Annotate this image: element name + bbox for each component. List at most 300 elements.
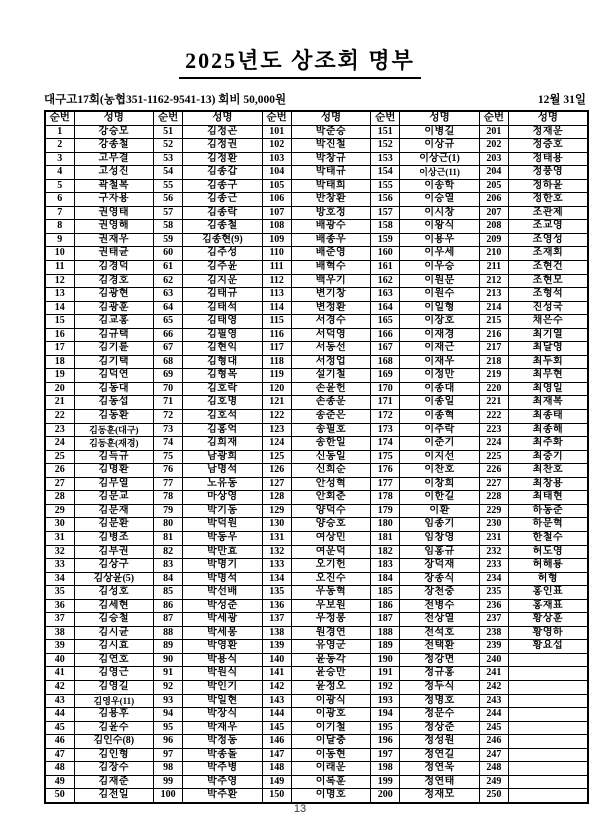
row-number-cell: 13 [45,288,74,302]
member-name-cell: 최주화 [508,437,588,451]
row-number-cell: 23 [45,423,74,437]
member-name-cell [508,680,588,694]
table-row [45,694,588,708]
table-row [45,640,588,654]
row-number-cell: 69 [154,369,183,383]
member-name-cell: 최중기 [508,450,588,464]
row-number-cell: 104 [262,166,291,180]
row-number-cell: 151 [371,125,400,139]
row-number-cell: 53 [154,152,183,166]
member-name-cell: 김호락 [183,382,263,396]
member-name-cell: 김승철 [74,613,154,627]
row-number-cell: 89 [154,640,183,654]
member-name-cell: 임종기 [400,518,480,532]
row-number-cell: 145 [262,721,291,735]
row-number-cell: 119 [262,369,291,383]
row-number-cell: 158 [371,220,400,234]
member-name-cell: 박원식 [183,667,263,681]
member-name-cell: 이우승 [400,261,480,275]
table-row [45,125,588,139]
table-row [45,437,588,451]
row-number-cell: 5 [45,179,74,193]
row-number-cell: 1 [45,125,74,139]
row-number-cell: 64 [154,301,183,315]
table-row [45,139,588,153]
row-number-cell: 228 [479,491,508,505]
row-number-cell: 203 [479,152,508,166]
row-number-cell: 57 [154,206,183,220]
row-number-cell: 223 [479,423,508,437]
member-name-cell: 정태용 [508,152,588,166]
member-name-cell: 이주락 [400,423,480,437]
member-name-cell: 강승모 [74,125,154,139]
row-number-cell: 52 [154,139,183,153]
member-name-cell: 변기창 [291,288,371,302]
table-row [45,477,588,491]
row-number-cell: 207 [479,206,508,220]
member-name-cell [508,762,588,776]
member-name-cell: 박동우 [183,531,263,545]
row-number-cell: 60 [154,247,183,261]
row-number-cell: 41 [45,667,74,681]
row-number-cell: 206 [479,193,508,207]
member-name-cell: 이종일 [400,396,480,410]
member-name-cell: 이창희 [400,477,480,491]
member-name-cell: 김규택 [74,328,154,342]
member-name-cell: 유영군 [291,640,371,654]
member-name-cell: 박태규 [291,166,371,180]
member-name-cell [508,775,588,789]
row-number-cell: 80 [154,518,183,532]
row-number-cell: 241 [479,667,508,681]
member-name-cell: 김동대 [74,382,154,396]
member-name-cell: 송필호 [291,423,371,437]
row-number-cell: 217 [479,342,508,356]
table-row [45,735,588,749]
table-row [45,206,588,220]
table-row [45,328,588,342]
row-number-cell: 214 [479,301,508,315]
row-number-cell: 187 [371,613,400,627]
member-name-cell: 김종철 [183,220,263,234]
member-name-cell: 전상열 [400,613,480,627]
member-name-cell: 최종해 [508,423,588,437]
row-number-cell: 140 [262,653,291,667]
table-row [45,152,588,166]
member-name-cell: 전병수 [400,599,480,613]
member-name-cell: 조형석 [508,288,588,302]
member-name-cell: 최창용 [508,477,588,491]
row-number-cell: 102 [262,139,291,153]
row-number-cell: 181 [371,531,400,545]
row-number-cell: 156 [371,193,400,207]
member-name-cell: 김형대 [183,355,263,369]
table-row [45,504,588,518]
member-name-cell: 정한호 [508,193,588,207]
member-name-cell: 이원문 [400,274,480,288]
row-number-cell: 147 [262,748,291,762]
row-number-cell: 99 [154,775,183,789]
row-number-cell: 250 [479,789,508,803]
row-number-cell: 249 [479,775,508,789]
row-number-cell: 169 [371,369,400,383]
member-name-cell: 이우세 [400,247,480,261]
member-name-cell: 김용후 [74,708,154,722]
row-number-cell: 227 [479,477,508,491]
row-number-cell: 202 [479,139,508,153]
row-number-cell: 238 [479,626,508,640]
member-name-cell: 박장식 [183,708,263,722]
row-number-cell: 157 [371,206,400,220]
table-row [45,369,588,383]
member-name-cell: 이록훈 [291,775,371,789]
member-name-cell: 박명기 [183,559,263,573]
row-number-cell: 81 [154,531,183,545]
member-name-cell: 김인형 [74,748,154,762]
member-name-cell: 서경수 [291,315,371,329]
row-number-cell: 103 [262,152,291,166]
member-name-cell: 정강면 [400,653,480,667]
row-number-cell: 148 [262,762,291,776]
col-header-name: 성명 [508,111,588,125]
member-name-cell: 박주영 [183,775,263,789]
member-name-cell: 이기철 [291,721,371,735]
row-number-cell: 59 [154,233,183,247]
member-name-cell: 김현익 [183,342,263,356]
member-name-cell: 박재우 [183,721,263,735]
member-name-cell: 이재근 [400,342,480,356]
member-name-cell: 박덕원 [183,518,263,532]
member-name-cell: 권태균 [74,247,154,261]
row-number-cell: 133 [262,559,291,573]
member-name-cell: 김동섭 [74,396,154,410]
member-name-cell: 김동훈(재경) [74,437,154,451]
row-number-cell: 55 [154,179,183,193]
member-name-cell [508,694,588,708]
member-name-cell: 송준은 [291,410,371,424]
row-number-cell: 160 [371,247,400,261]
row-number-cell: 134 [262,572,291,586]
member-name-cell: 정재모 [400,789,480,803]
member-name-cell: 이한길 [400,491,480,505]
row-number-cell: 175 [371,450,400,464]
row-number-cell: 78 [154,491,183,505]
row-number-cell: 231 [479,531,508,545]
member-name-cell: 장종식 [400,572,480,586]
member-name-cell: 이지선 [400,450,480,464]
row-number-cell: 237 [479,613,508,627]
col-header-name: 성명 [183,111,263,125]
row-number-cell: 172 [371,410,400,424]
row-number-cell: 54 [154,166,183,180]
row-number-cell: 70 [154,382,183,396]
member-name-cell: 윤동각 [291,653,371,667]
member-name-cell: 이장호 [400,315,480,329]
row-number-cell: 30 [45,518,74,532]
col-header-no: 순번 [154,111,183,125]
row-number-cell: 193 [371,694,400,708]
member-name-cell: 한철수 [508,531,588,545]
member-name-cell: 김종근 [183,193,263,207]
row-number-cell: 168 [371,355,400,369]
row-number-cell: 137 [262,613,291,627]
col-header-no: 순번 [45,111,74,125]
col-header-name: 성명 [74,111,154,125]
row-number-cell: 106 [262,193,291,207]
row-number-cell: 209 [479,233,508,247]
member-name-cell: 김지운 [183,274,263,288]
member-name-cell: 여상민 [291,531,371,545]
member-name-cell: 이승열 [400,193,480,207]
row-number-cell: 195 [371,721,400,735]
member-name-cell: 김정환 [183,152,263,166]
row-number-cell: 24 [45,437,74,451]
member-name-cell: 오진수 [291,572,371,586]
row-number-cell: 183 [371,559,400,573]
member-name-cell: 김경덕 [74,261,154,275]
row-number-cell: 194 [371,708,400,722]
member-name-cell: 홍인표 [508,586,588,600]
member-name-cell: 김종구 [183,179,263,193]
row-number-cell: 233 [479,559,508,573]
member-name-cell: 김부권 [74,545,154,559]
member-name-cell: 장천중 [400,586,480,600]
member-name-cell: 설기철 [291,369,371,383]
member-name-cell: 김시효 [74,640,154,654]
member-name-cell: 김희재 [183,437,263,451]
member-name-cell: 조교영 [508,220,588,234]
member-name-cell: 정증호 [508,139,588,153]
page-title-text: 2025년도 상조회 명부 [179,44,421,79]
member-name-cell: 김태영 [183,315,263,329]
row-number-cell: 56 [154,193,183,207]
member-name-cell: 윤승만 [291,667,371,681]
info-line [44,91,586,107]
member-name-cell: 우정봉 [291,613,371,627]
row-number-cell: 176 [371,464,400,478]
table-row [45,775,588,789]
member-name-cell: 이상규 [400,139,480,153]
member-name-cell: 조재회 [508,247,588,261]
table-row [45,586,588,600]
row-number-cell: 185 [371,586,400,600]
member-name-cell: 김무열 [74,477,154,491]
row-number-cell: 173 [371,423,400,437]
row-number-cell: 96 [154,735,183,749]
member-name-cell [508,735,588,749]
member-name-cell: 신희순 [291,464,371,478]
member-name-cell: 김덕연 [74,369,154,383]
table-row [45,342,588,356]
member-name-cell: 허도영 [508,545,588,559]
row-number-cell: 98 [154,762,183,776]
member-name-cell: 배종우 [291,233,371,247]
member-name-cell: 정문수 [400,708,480,722]
row-number-cell: 199 [371,775,400,789]
row-number-cell: 65 [154,315,183,329]
member-name-cell: 박준승 [291,125,371,139]
row-number-cell: 66 [154,328,183,342]
member-name-cell: 정상준 [400,721,480,735]
row-number-cell: 177 [371,477,400,491]
member-name-cell: 이준기 [400,437,480,451]
member-name-cell: 박영환 [183,640,263,654]
row-number-cell: 79 [154,504,183,518]
row-number-cell: 198 [371,762,400,776]
member-name-cell: 박인기 [183,680,263,694]
row-number-cell: 135 [262,586,291,600]
table-row [45,450,588,464]
row-number-cell: 162 [371,274,400,288]
member-name-cell: 이병길 [400,125,480,139]
row-number-cell: 215 [479,315,508,329]
table-row [45,599,588,613]
table-row [45,423,588,437]
table-row [45,667,588,681]
row-number-cell: 188 [371,626,400,640]
member-name-cell: 전택환 [400,640,480,654]
table-row [45,545,588,559]
member-name-cell: 양승호 [291,518,371,532]
row-number-cell: 234 [479,572,508,586]
row-number-cell: 161 [371,261,400,275]
row-number-cell: 100 [154,789,183,803]
table-row [45,721,588,735]
row-number-cell: 105 [262,179,291,193]
row-number-cell: 32 [45,545,74,559]
member-name-cell: 김동환 [74,410,154,424]
roster-table-body [45,125,588,803]
table-row [45,193,588,207]
row-number-cell: 155 [371,179,400,193]
member-name-cell: 정두식 [400,680,480,694]
row-number-cell: 90 [154,653,183,667]
row-number-cell: 232 [479,545,508,559]
row-number-cell: 111 [262,261,291,275]
member-name-cell: 배혁수 [291,261,371,275]
row-number-cell: 82 [154,545,183,559]
row-number-cell: 122 [262,410,291,424]
member-name-cell: 안성혁 [291,477,371,491]
member-name-cell: 최기열 [508,328,588,342]
member-name-cell: 황상훈 [508,613,588,627]
row-number-cell: 178 [371,491,400,505]
member-name-cell: 김태규 [183,288,263,302]
member-name-cell: 서덕영 [291,328,371,342]
row-number-cell: 159 [371,233,400,247]
member-name-cell: 김연호 [74,653,154,667]
row-number-cell: 196 [371,735,400,749]
row-number-cell: 92 [154,680,183,694]
member-name-cell: 박세봉 [183,626,263,640]
col-header-name: 성명 [400,111,480,125]
row-number-cell: 191 [371,667,400,681]
member-name-cell: 진성국 [508,301,588,315]
member-name-cell: 김병조 [74,531,154,545]
roster-table [44,110,589,804]
row-number-cell: 240 [479,653,508,667]
table-row [45,355,588,369]
member-name-cell: 이송학 [400,179,480,193]
table-row [45,626,588,640]
member-name-cell: 김상윤(5) [74,572,154,586]
member-name-cell: 손윤헌 [291,382,371,396]
row-number-cell: 107 [262,206,291,220]
date-label: 12월 31일 [537,94,586,106]
row-number-cell: 247 [479,748,508,762]
member-name-cell: 서정업 [291,355,371,369]
member-name-cell: 김형목 [183,369,263,383]
member-name-cell: 김영길 [74,680,154,694]
row-number-cell: 15 [45,315,74,329]
row-number-cell: 242 [479,680,508,694]
member-name-cell: 최종태 [508,410,588,424]
member-name-cell: 장덕재 [400,559,480,573]
member-name-cell: 박명석 [183,572,263,586]
member-name-cell: 조관제 [508,206,588,220]
row-number-cell: 149 [262,775,291,789]
row-number-cell: 72 [154,410,183,424]
table-row [45,762,588,776]
member-name-cell: 채은수 [508,315,588,329]
member-name-cell: 홍재표 [508,599,588,613]
member-name-cell: 조현모 [508,274,588,288]
row-number-cell: 243 [479,694,508,708]
member-name-cell: 박정동 [183,735,263,749]
row-number-cell: 212 [479,274,508,288]
member-name-cell: 황영하 [508,626,588,640]
table-row [45,708,588,722]
row-number-cell: 116 [262,328,291,342]
row-number-cell: 68 [154,355,183,369]
member-name-cell: 정연길 [400,748,480,762]
member-name-cell: 정명호 [400,694,480,708]
member-name-cell: 박선배 [183,586,263,600]
row-number-cell: 239 [479,640,508,654]
member-name-cell: 강종철 [74,139,154,153]
member-name-cell: 박창규 [291,152,371,166]
row-number-cell: 46 [45,735,74,749]
row-number-cell: 165 [371,315,400,329]
member-name-cell: 최두회 [508,355,588,369]
member-name-cell: 오기헌 [291,559,371,573]
member-name-cell: 이상근(11) [400,166,480,180]
row-number-cell: 28 [45,491,74,505]
row-number-cell: 132 [262,545,291,559]
member-name-cell: 김문재 [74,504,154,518]
row-number-cell: 16 [45,328,74,342]
member-name-cell: 배준영 [291,247,371,261]
row-number-cell: 84 [154,572,183,586]
table-row [45,315,588,329]
table-row [45,613,588,627]
member-name-cell: 김광현 [74,288,154,302]
table-row [45,518,588,532]
row-number-cell: 170 [371,382,400,396]
member-name-cell: 허해룡 [508,559,588,573]
member-name-cell: 김윤수 [74,721,154,735]
member-name-cell: 김영근 [74,667,154,681]
row-number-cell: 3 [45,152,74,166]
row-number-cell: 77 [154,477,183,491]
table-row [45,410,588,424]
row-number-cell: 9 [45,233,74,247]
table-row [45,653,588,667]
row-number-cell: 11 [45,261,74,275]
member-name-cell [508,748,588,762]
member-name-cell: 이광식 [291,694,371,708]
row-number-cell: 88 [154,626,183,640]
